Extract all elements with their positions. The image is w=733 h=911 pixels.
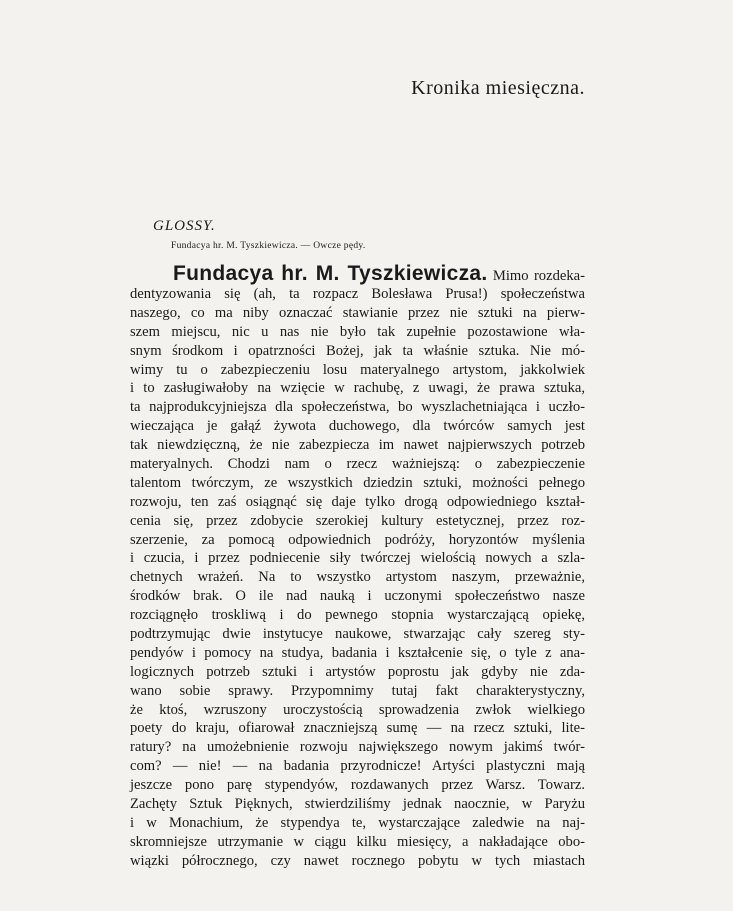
article-line: podtrzymując dwie instytucye naukowe, stwarzając cały szereg sty-: [130, 626, 585, 643]
article-lines: [130, 285, 585, 871]
article-lead-title: Fundacya hr. M. Tyszkiewicza.: [173, 262, 488, 285]
article-first-line-rest: Mimo rozdeka-: [492, 268, 585, 284]
article-line: Zachęty Sztuk Pięknych, stwierdziliśmy jednak naocznie, w Paryżu: [130, 796, 585, 813]
article-line: chetnych wrażeń. Na to wszystko artystom naszym, przeważnie,: [130, 569, 585, 586]
article-line: tak niewdzięczną, że nie zabezpiecza im nawet najpierwszych potrzeb: [130, 437, 585, 454]
article-body: [130, 261, 585, 871]
article-line: ratury? na umożebnienie rozwoju największego nowym jakimś twór-: [130, 739, 585, 756]
article-line: rozwoju, ten zaś osiągnąć się daje tylko drogą odpowiedniego kształ-: [130, 493, 585, 510]
article-line: poety do kraju, ofiarował znaczniejszą sumę — na rzecz sztuki, lite-: [130, 720, 585, 737]
article-line: i w Monachium, że stypendya te, wystarczające zaledwie na naj-: [130, 814, 585, 831]
article-line: wiązki półrocznego, czy nawet rocznego pobytu w tych miastach: [130, 852, 585, 869]
article-line: i to zasługiwałoby na wzięcie w rachubę, z uwagi, że prawa sztuka,: [130, 380, 585, 397]
article-line: i czucia, i przez podniecenie siły twórczej wielością nowych a szla-: [130, 550, 585, 567]
article-line: że ktoś, wzruszony uroczystością sprowadzenia zwłok wielkiego: [130, 701, 585, 718]
running-title: Kronika miesięczna.: [411, 77, 585, 99]
article-line: wano sobie sprawy. Przypomnimy tutaj fakt charakterystyczny,: [130, 682, 585, 699]
article-line: szem miejscu, nic u nas nie było tak zupełnie pozostawione wła-: [130, 323, 585, 340]
article-line: materyalnych. Chodzi nam o rzecz ważniejszą: o zabezpieczenie: [130, 456, 585, 473]
article-line: wieczająca je gałąź żywota duchowego, dla twórców samych jest: [130, 418, 585, 435]
article-line: naszego, co ma niby oznaczać stawianie przez nie sztuki na pierw-: [130, 304, 585, 321]
article-line: pendyów i pomocy na studya, badania i kształcenie się, o tyle z ana-: [130, 644, 585, 661]
article-line: talentom twórczym, ze wszystkich dziedzin sztuki, możności pełnego: [130, 474, 585, 491]
article-line: cenia się, przez zdobycie szerokiej kultury estetycznej, przez roz-: [130, 512, 585, 529]
article-line: środków brak. O ile nad nauką i uczonymi społeczeństwo nasze: [130, 588, 585, 605]
section-subtitle: Fundacya hr. M. Tyszkiewicza. — Owcze pędy.: [171, 241, 366, 251]
article-line: logicznych potrzeb sztuki i artystów poprostu jak gdyby nie zda-: [130, 663, 585, 680]
article-line: szerzenie, za pomocą odpowiednich podróży, horyzontów myślenia: [130, 531, 585, 548]
article-line: snym środkom i opatrzności Bożej, jak ta właśnie sztuka. Nie mó-: [130, 342, 585, 359]
article-line: dentyzowania się (ah, ta rozpacz Bolesława Prusa!) społeczeństwa: [130, 286, 585, 302]
section-title: GLOSSY.: [153, 218, 216, 234]
article-line: ta najprodukcyjniejsza dla społeczeństwa, bo wyszlachetniająca i uczło-: [130, 399, 585, 416]
article-line: skromniejsze utrzymanie w ciągu kilku miesięcy, a nakładające obo-: [130, 833, 585, 850]
article-line: jeszcze pono parę stypendyów, rozdawanych przez Warsz. Towarz.: [130, 777, 585, 794]
article-line: wimy tu o zabezpieczeniu losu materyalnego artystom, jakkolwiek: [130, 361, 585, 378]
article-line: rozciągnęło troskliwą i do pewnego stopnia wystarczającą opiekę,: [130, 607, 585, 624]
article-first-line: [130, 261, 585, 285]
article-line: com? — nie! — na badania przyrodnicze! Artyści plastyczni mają: [130, 758, 585, 775]
